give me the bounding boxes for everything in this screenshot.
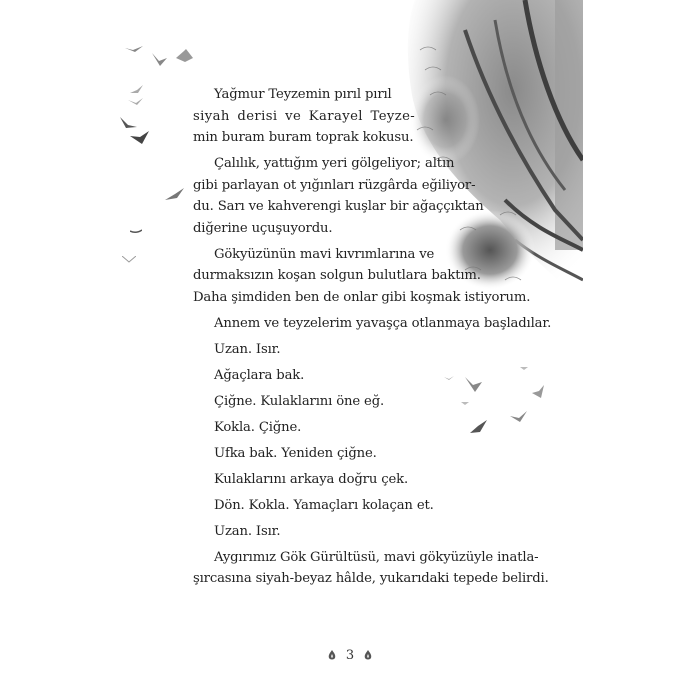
paragraph (193, 313, 552, 335)
text-line: Çalılık, yattığım yeri gölgeliyor; altın (214, 156, 455, 171)
paragraph (193, 469, 513, 491)
bird-icon (532, 385, 546, 399)
bird-icon (128, 96, 144, 106)
bird-icon (520, 366, 528, 371)
paragraph (193, 443, 513, 465)
paragraph (193, 391, 513, 413)
text-line: min buram buram toprak kokusu. (193, 130, 414, 145)
text-line: Kokla. Çiğne. (214, 419, 302, 435)
page-number (0, 648, 700, 663)
flame-ornament-icon (328, 650, 336, 660)
text-line: Çiğne. Kulaklarını öne eğ. (214, 393, 385, 409)
text-line: durmaksızın koşan solgun bulutlara baktım. (193, 268, 481, 283)
text-line: Annem ve teyzelerim yavaşça otlanmaya başladılar. (214, 315, 552, 331)
bird-icon (152, 53, 168, 67)
text-line: Daha şimdiden ben de onlar gibi koşmak istiyorum. (193, 289, 531, 305)
bird-icon (130, 131, 150, 145)
paragraph (193, 417, 513, 439)
text-line: Ağaçlara bak. (214, 367, 305, 383)
text-line: Kulaklarını arkaya doğru çek. (214, 471, 408, 487)
text-line: du. Sarı ve kahverengi kuşlar bir ağaççıktan (193, 199, 484, 214)
flame-ornament-icon (364, 650, 372, 660)
bird-icon (165, 188, 185, 202)
paragraph (193, 339, 513, 361)
text-line: Gökyüzünün mavi kıvrımlarına ve (214, 246, 435, 262)
paragraph (193, 84, 513, 149)
text-line: Uzan. Isır. (214, 341, 281, 357)
paragraph (193, 244, 531, 309)
paragraph (193, 495, 513, 517)
paragraph (193, 547, 549, 590)
text-line: gibi parlayan ot yığınları rüzgârda eğiliyor- (193, 177, 476, 193)
page-number-value: 3 (345, 648, 355, 663)
bird-icon (125, 44, 145, 56)
body-text (193, 84, 552, 590)
paragraph (193, 521, 513, 543)
paragraph (193, 365, 513, 387)
text-line: diğerine uçuşuyordu. (193, 220, 333, 236)
text-line: Uzan. Isır. (214, 523, 281, 539)
bird-icon (120, 117, 138, 129)
bird-icon (176, 49, 194, 63)
paragraph (193, 153, 513, 239)
text-line: şırcasına siyah-beyaz hâlde, yukarıdaki tepede belirdi. (193, 571, 549, 586)
text-line: siyah derisi ve Karayel Teyze- (193, 108, 416, 124)
text-line: Ufka bak. Yeniden çiğne. (214, 445, 377, 461)
bird-icon (130, 229, 142, 234)
text-line: Aygırımız Gök Gürültüsü, mavi gökyüzüyle inatla- (214, 549, 539, 565)
text-line: Dön. Kokla. Yamaçları kolaçan et. (214, 497, 434, 513)
text-line: Yağmur Teyzemin pırıl pırıl (214, 87, 392, 102)
bird-icon (130, 85, 144, 95)
bird-icon (122, 256, 136, 264)
